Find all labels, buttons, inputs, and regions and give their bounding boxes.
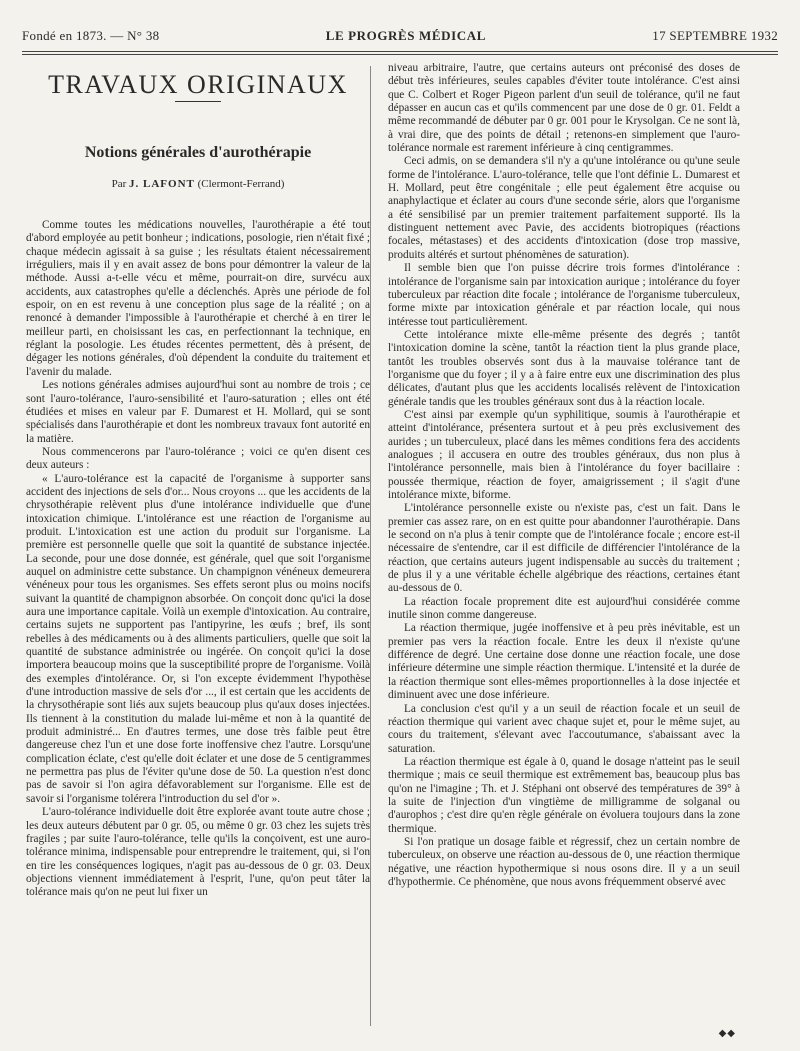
header-date: 17 SEPTEMBRE 1932 <box>652 28 778 43</box>
paragraph: Comme toutes les médications nouvelles, l'aurothérapie a été tout d'abord employée au petit bonheur ; indications, posologie, rien n'était fixé ; chaque médecin agissait à sa guise ; les résultats étaient nécessairement irréguliers, mais il y en avait assez de bons pour démontrer la valeur de la méthode. Aussi a-t-elle vécu et même, pourrait-on dire, survécu aux accidents, aux catastrophes qu'elle a déclenchés. Après une période de fol espoir, on en est revenu à une conception plus sage de la réalité ; on a renoncé à demander l'impossible à l'aurothérapie et cherché à en tirer le meilleur parti, en choisissant les cas, en perfectionnant la technique, en réglant la posologie. Les études récentes permettent, dès à présent, de dégager les notions générales, d'où dépendent la conduite du traitement et l'avenir du malade. <box>26 219 370 378</box>
author-name: J. LAFONT <box>129 177 195 190</box>
author-affiliation: (Clermont-Ferrand) <box>197 177 285 190</box>
paragraph: Les notions générales admises aujourd'hui sont au nombre de trois ; ce sont l'auro-tolérance, l'auro-sensibilité et l'auro-saturation ; elles ont été étudiées et mises en valeur par F. Dumarest et H. Mollard, qui se sont spécialisés dans l'aurothérapie et dont les nombreux travaux font autorité en la matière. <box>26 379 370 445</box>
paragraph: Si l'on pratique un dosage faible et régressif, chez un certain nombre de tuberculeux, on observe une réaction au-dessous de 0, une réaction thermique négative, une réaction hypothermique si nous osons dire. Il y a un seuil d'hypothermie. Ce phénomène, que nous avons fréquemment observé avec <box>388 835 740 888</box>
section-title: TRAVAUX ORIGINAUX <box>48 70 348 99</box>
quote-paragraph: « L'auro-tolérance est la capacité de l'organisme à supporter sans accident des injections de sels d'or... Nous croyons ... que les accidents de la chrysothérapie relèvent plus d'une intolérance individuelle que d'une intoxication chimique. L'intolérance est une réaction de l'organisme au produit. L'intoxication est une action du produit sur l'organisme. La première est personnelle quelle que soit la quantité de substance injectée. La seconde, pour une dose donnée, est générale, quel que soit l'organisme auquel on administre cette substance. Un champignon vénéneux demeurera vénéneux pour tous les organismes. Ses effets seront plus ou moins nocifs suivant la quantité de champignon absorbée. On conçoit donc qu'ici la dose aura une importance capitale. Voilà un exemple d'intoxication. Au contraire, certains sujets ne supportent pas l'antipyrine, les œufs ; bref, ils sont rebelles à des médicaments ou à des aliments particuliers, quelle que soit la quantité de substance administrée ou ingérée. On conçoit qu'ici la dose importera beaucoup moins que la susceptibilité propre de l'organisme. Voilà des exemples d'intolérance. Or, si l'on excepte évidemment l'hypothèse d'une introduction massive de sels d'or ..., il est certain que les accidents de la chrysothérapie sont liés aux sujets beaucoup plus qu'aux doses injectées. Ils tiennent à la constitution du malade lui-même et non à la quantité de produit administré... En d'autres termes, une dose très faible peut être dangereuse chez l'un et une dose forte inoffensive chez l'autre. Lorsqu'une complication éclate, c'est qu'elle doit éclater et une dose de 5 centigrammes ne permettra pas plus de l'éviter qu'une dose de 50. La question n'est donc pas de savoir si l'on agira défavorablement sur l'organisme. Elle est de savoir si l'organisme tolérera l'introduction du sel d'or ». <box>26 472 370 805</box>
section-divider <box>175 101 221 102</box>
article-title: Notions générales d'aurothérapie <box>84 144 312 162</box>
paragraph: La réaction focale proprement dite est aujourd'hui considérée comme inutile sinon comme dangereuse. <box>388 595 740 622</box>
paragraph: Cette intolérance mixte elle-même présente des degrés ; tantôt l'intoxication domine la scène, tantôt la réaction tient la plus grande place, tantôt les troubles observés sont dus à la mauvaise tolérance tant de l'organisme que du foyer ; il y a à faire entre eux une discrimination des plus délicates, d'autant plus que les accidents localisés relèvent de l'intoxication générale tandis que les troubles généraux sont dus à la réaction locale. <box>388 328 740 408</box>
header-rule-bottom <box>22 54 778 55</box>
paragraph: La réaction thermique, jugée inoffensive et à peu près inévitable, est un premier pas vers la réaction focale. Entre les deux il n'existe qu'une différence de degré. Une certaine dose donne une réaction focale, une dose inférieure détermine une simple réaction thermique. L'intensité et la durée de la réaction thermique sont elles-mêmes proportionnelles à la dose injectée et diminuent avec une dose inférieure. <box>388 622 740 702</box>
running-header <box>22 28 778 48</box>
left-column <box>26 64 370 900</box>
article-byline <box>26 178 370 191</box>
paragraph: C'est ainsi par exemple qu'un syphilitique, soumis à l'aurothérapie et atteint d'intolérance, présentera surtout et à peu près exclusivement des aurides ; un tuberculeux, placé dans les mêmes conditions fera des accidents analogues ; il accusera en outre des troubles généraux, dus non plus à l'intolérance personnelle, mais bien à l'intolérance du foyer bacillaire : poussée thermique, réaction de foyer, amaigrissement ; il s'agit d'une intolérance mixte, biforme. <box>388 408 740 501</box>
byline-prefix: Par <box>111 177 127 190</box>
header-journal-title: LE PROGRÈS MÉDICAL <box>325 28 487 43</box>
paragraph: Nous commencerons par l'auro-tolérance ; voici ce qu'en disent ces deux auteurs : <box>26 445 370 472</box>
paragraph: Ceci admis, on se demandera s'il n'y a qu'une intolérance ou qu'une seule forme de l'intolérance. L'auro-tolérance, telle que l'ont définie L. Dumarest et H. Mollard, peut être congénitale ; elle peut également être acquise ou anaphylactique et éclater au cours d'une seconde série, alors que l'organisme a été sensibilisé par un premier traitement parfaitement supporté. Ils la distinguent nettement avec Pavie, des accidents biotropiques (réactions focales, métastases) et des accidents d'intoxication (dose trop massive, produits altérés et surtout phénomènes de saturation). <box>388 155 740 261</box>
right-column <box>388 62 740 889</box>
paragraph: Il semble bien que l'on puisse décrire trois formes d'intolérance : intolérance de l'organisme sain par intoxication aurique ; intolérance du foyer tuberculeux par réaction dite focale ; intolérance de l'organisme tuberculeux, forme mixte par intoxication générale et par réaction locale, qui nous intéresse tout particulièrement. <box>388 262 740 328</box>
paragraph: La conclusion c'est qu'il y a un seuil de réaction focale et un seuil de réaction thermique qui varient avec chaque sujet et, pour le même sujet, au cours du traitement, s'élevant avec l'accoutumance, s'abaissant avec la saturation. <box>388 702 740 755</box>
header-founded: Fondé en 1873. — N° 38 <box>22 28 160 43</box>
continuation-mark: ◆◆ <box>718 1028 736 1039</box>
paragraph: L'intolérance personnelle existe ou n'existe pas, c'est un fait. Dans le premier cas assez rare, on en est quitte pour abandonner l'aurothérapie. Dans le second on n'a plus à tenir compte que de l'intolérance focale ; encore est-il nécessaire de s'entendre, car il est difficile de différencier l'intolérance de la réaction, que certains auteurs jugent indispensable au succès du traitement ; de plus il y a une véritable échelle algébrique des réactions, certaines étant au-dessous de 0. <box>388 502 740 595</box>
paragraph: La réaction thermique est égale à 0, quand le dosage n'atteint pas le seuil thermique ; mais ce seuil thermique est extrêmement bas, beaucoup plus bas qu'on ne l'imagine ; Th. et J. Stéphani ont observé des températures de 39° à la suite de l'injection d'un vingtième de milligramme de solganal ou d'aurophos ; c'est dire qu'en règle générale on évoluera toujours dans la zone thermique. <box>388 755 740 835</box>
header-rule-top <box>22 51 778 52</box>
column-divider <box>370 66 371 1026</box>
paragraph-continued: niveau arbitraire, l'autre, que certains auteurs ont préconisé des doses de début très inférieures, seules capables d'éviter toute intolérance. C'est ainsi que C. Colbert et Roger Pigeon parlent d'un seuil de tolérance, qu'il ne faut dépasser en aucun cas et qu'ils commencent par une dose de 0 gr. 01. Feldt a même recommandé de débuter par 0 gr. 001 pour le Krysolgan. Ce ne sont là, à vrai dire, que des points de détail ; retenons-en simplement que l'auro-tolérance normale est rarement inférieure à cinq centigrammes. <box>388 62 740 155</box>
paragraph: L'auro-tolérance individuelle doit être explorée avant toute autre chose ; les deux auteurs débutent par 0 gr. 05, ou même 0 gr. 03 chez les sujets très fragiles ; par suite l'auro-tolérance, telle qu'ils la conçoivent, est une auro-tolérance minima, indispensable pour entreprendre le traitement, qui, si l'on en tire les conséquences logiques, n'agit pas au-dessous de 0 gr. 03. Deux objections viennent immédiatement à l'esprit, l'une, qu'on peut tâter la tolérance mais qu'on ne peut lui fixer un <box>26 806 370 899</box>
